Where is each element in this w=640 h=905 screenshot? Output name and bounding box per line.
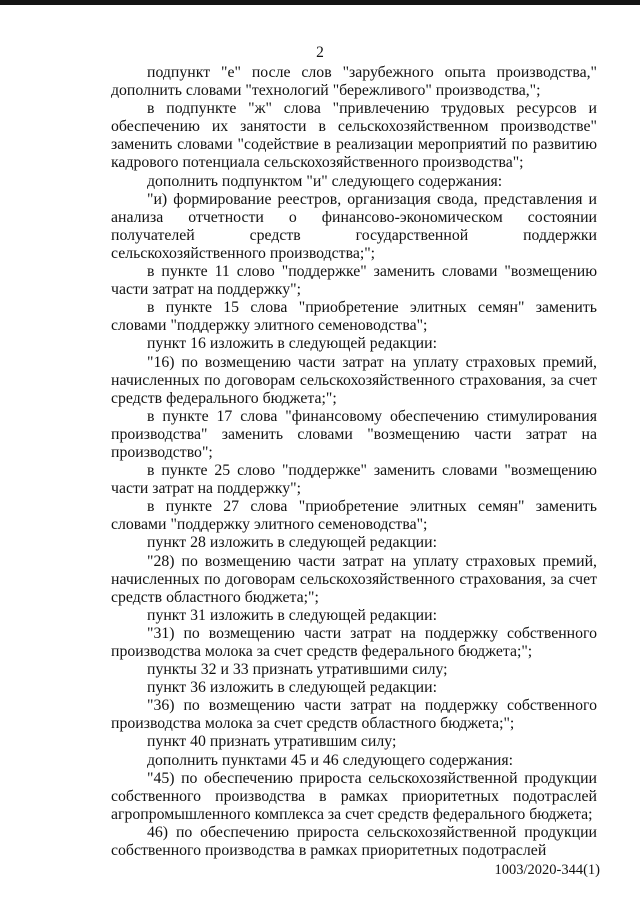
paragraph: пункт 31 изложить в следующей редакции: bbox=[147, 606, 437, 624]
paragraph: "31) по возмещению части затрат на поддержку собственного производства молока за счет средств федерального бюджета;"; bbox=[111, 624, 597, 660]
paragraph: пункт 36 изложить в следующей редакции: bbox=[147, 679, 437, 697]
paragraph: подпункт "е" после слов "зарубежного опыта производства," дополнить словами "технологий "бережливого" производства,"; bbox=[111, 64, 597, 100]
paragraph: "36) по возмещению части затрат на поддержку собственного производства молока за счет средств областного бюджета;"; bbox=[111, 697, 597, 733]
paragraph: дополнить подпунктом "и" следующего содержания: bbox=[147, 172, 503, 190]
paragraph: в пункте 17 слова "финансовому обеспечению стимулирования производства" заменить словами "возмещению части затрат на производство"; bbox=[111, 407, 597, 461]
paragraph: в подпункте "ж" слова "привлечению трудовых ресурсов и обеспечению их занятости в сельскохозяйственном производстве" заменить словами "содействие в реализации мероприятий по развитию кадрового потенциала сельскохозяйственного производства"; bbox=[111, 100, 597, 172]
paragraph: 46) по обеспечению прироста сельскохозяйственной продукции собственного производства в рамках приоритетных подотраслей bbox=[111, 823, 597, 860]
document-body bbox=[111, 64, 597, 860]
page-number: 2 bbox=[316, 44, 324, 61]
paragraph: "28) по возмещению части затрат на уплату страховых премий, начисленных по договорам сельскохозяйственного страхования, за счет средств областного бюджета;"; bbox=[111, 552, 597, 606]
paragraph: "45) по обеспечению прироста сельскохозяйственной продукции собственного производства в рамках приоритетных подотраслей агропромышленного комплекса за счет средств федерального бюджета; bbox=[111, 769, 597, 823]
paragraph: пункт 40 признать утратившим силу; bbox=[147, 733, 397, 751]
paragraph: пункт 28 изложить в следующей редакции: bbox=[147, 534, 437, 552]
paragraph: дополнить пунктами 45 и 46 следующего содержания: bbox=[147, 751, 514, 769]
paragraph: пункты 32 и 33 признать утратившими силу; bbox=[147, 661, 448, 679]
paragraph: "и) формирование реестров, организация свода, представления и анализа отчетности о финансово-экономическом состоянии получателей средств государственной поддержки сельскохозяйственного производства;"; bbox=[111, 190, 597, 262]
paragraph: в пункте 15 слова "приобретение элитных семян" заменить словами "поддержку элитного семеноводства"; bbox=[111, 299, 597, 335]
paragraph: в пункте 25 слово "поддержке" заменить словами "возмещению части затрат на поддержку"; bbox=[111, 462, 597, 498]
scan-border bbox=[0, 0, 640, 5]
paragraph: пункт 16 изложить в следующей редакции: bbox=[147, 335, 437, 353]
document-code: 1003/2020-344(1) bbox=[494, 862, 600, 878]
paragraph: "16) по возмещению части затрат на уплату страховых премий, начисленных по договорам сельскохозяйственного страхования, за счет средств федерального бюджета;"; bbox=[111, 353, 597, 407]
paragraph: в пункте 11 слово "поддержке" заменить словами "возмещению части затрат на поддержку"; bbox=[111, 263, 597, 299]
paragraph: в пункте 27 слова "приобретение элитных семян" заменить словами "поддержку элитного семеноводства"; bbox=[111, 498, 597, 534]
